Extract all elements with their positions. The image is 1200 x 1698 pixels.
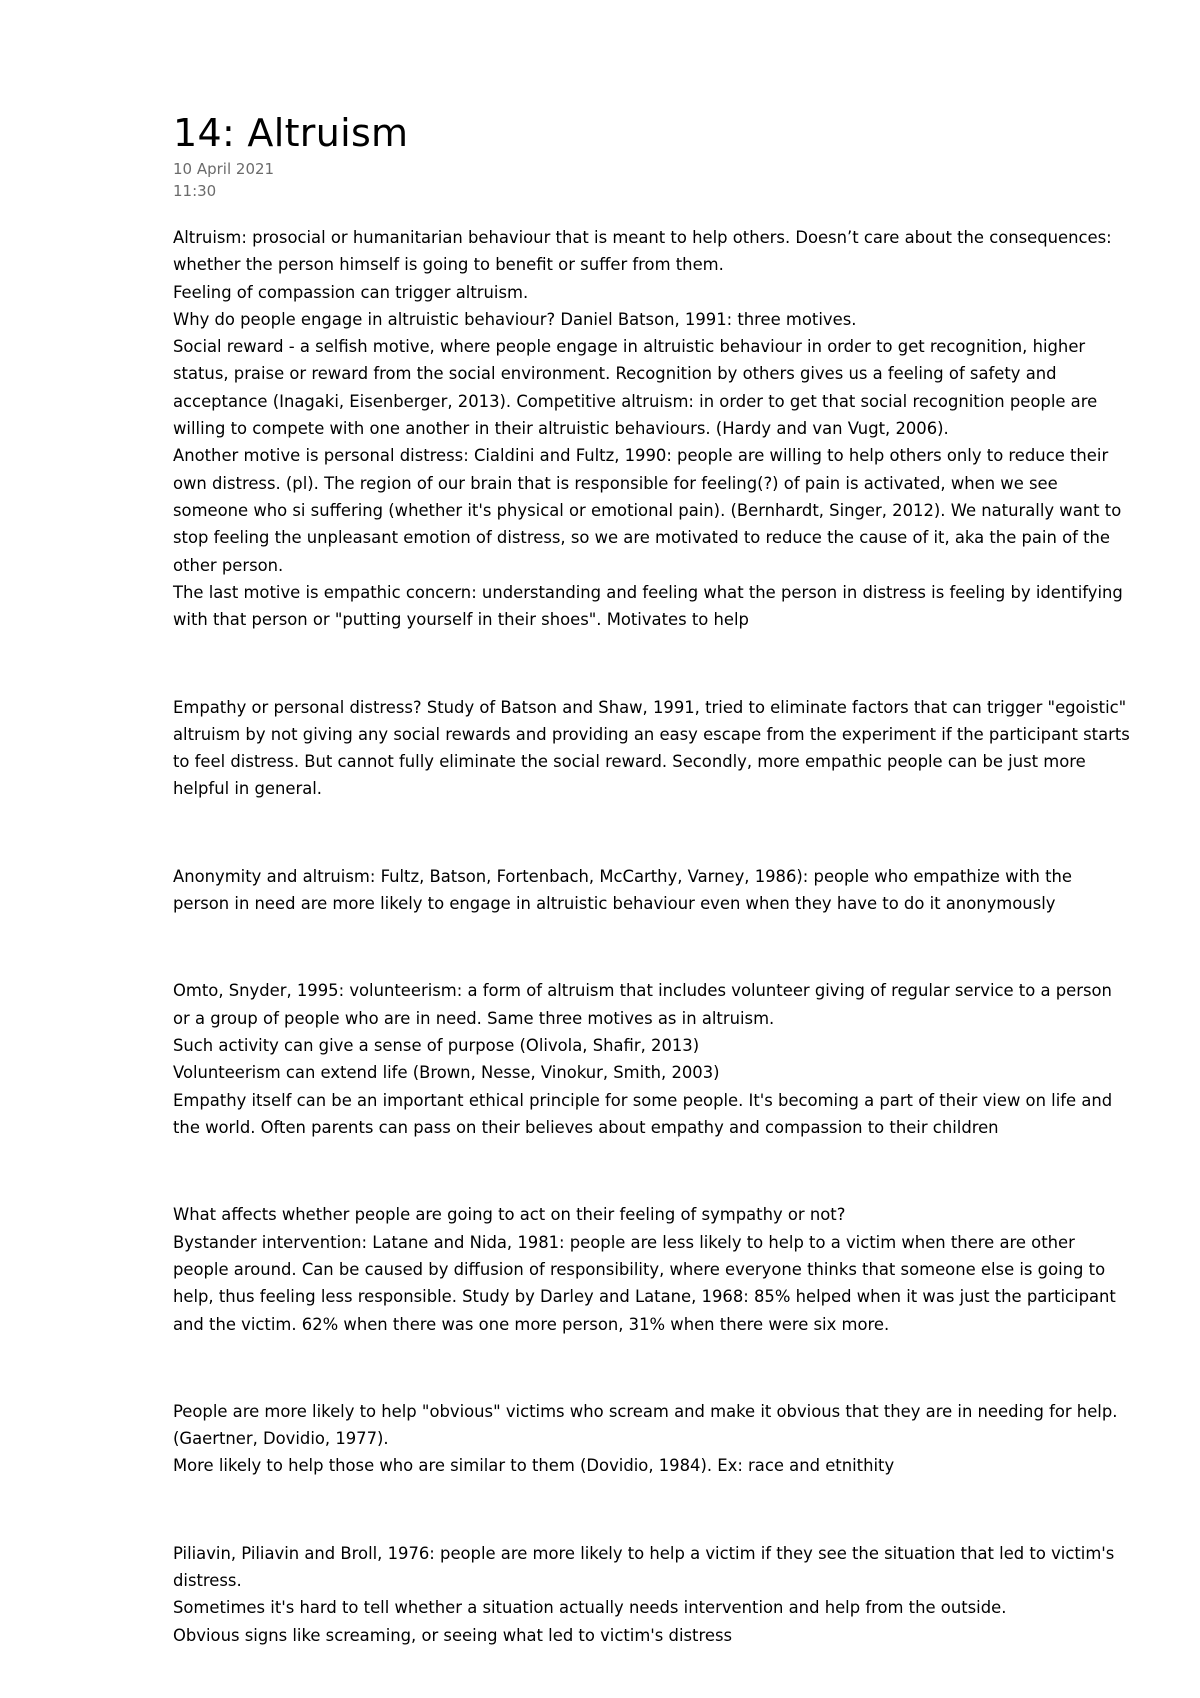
page-title: 14: Altruism	[173, 111, 409, 155]
paragraph-gap	[173, 1496, 1133, 1523]
paragraph: People are more likely to help "obvious" victims who scream and make it obvious that they are in needing for help. (Gaertner, Dovidio, 1977).	[173, 1401, 1118, 1449]
paragraph: Another motive is personal distress: Cialdini and Fultz, 1990: people are willing to help others only to reduce their own distress. (pl). The region of our brain that is responsible for feeling(?) of pain is activated, when we see someone who si suffering (whether it's physical or emotional pain). (Bernhardt, Singer, 2012). We naturally want to stop feeling the unpleasant emotion of distress, so we are motivated to reduce the cause of it, aka the pain of the other person.	[173, 446, 1122, 575]
paragraph-gap	[173, 934, 1133, 961]
paragraph: Obvious signs like screaming, or seeing what led to victim's distress	[173, 1625, 733, 1645]
note-page	[173, 108, 1133, 1649]
paragraph: Altruism: prosocial or humanitarian behaviour that is meant to help others. Doesn’t care about the consequences: whether the person himself is going to benefit or suffer from them.	[173, 228, 1112, 275]
paragraph-gap	[173, 1158, 1133, 1185]
paragraph: Bystander intervention: Latane and Nida, 1981: people are less likely to help to a victim when there are other people around. Can be caused by diffusion of responsibility, where everyone thinks that someone else is going to help, thus feeling less responsible. Study by Darley and Latane, 1968: 85% helped when it was just the participant and the victim. 62% when there was one more person, 31% when there were six more.	[173, 1232, 1116, 1334]
note-time: 11:30	[173, 182, 217, 200]
note-body	[173, 224, 1133, 1649]
paragraph: More likely to help those who are similar to them (Dovidio, 1984). Ex: race and etnithity	[173, 1456, 895, 1476]
note-date: 10 April 2021	[173, 160, 275, 178]
paragraph: Piliavin, Piliavin and Broll, 1976: people are more likely to help a victim if they see the situation that led to victim's distress.	[173, 1543, 1115, 1591]
paragraph: Anonymity and altruism: Fultz, Batson, Fortenbach, McCarthy, Varney, 1986): people who empathize with the person in need are more likely to engage in altruistic behaviour even when they have to do it anonymously	[173, 866, 1072, 914]
paragraph: Empathy itself can be an important ethical principle for some people. It's becoming a part of their view on life and the world. Often parents can pass on their believes about empathy and compassion to their children	[173, 1090, 1113, 1137]
paragraph: Empathy or personal distress? Study of Batson and Shaw, 1991, tried to eliminate factors that can trigger "egoistic" altruism by not giving any social rewards and providing an easy escape from the experiment if the participant starts to feel distress. But cannot fully eliminate the social reward. Secondly, more empathic people can be just more helpful in general.	[173, 697, 1130, 799]
paragraph: Omto, Snyder, 1995: volunteerism: a form of altruism that includes volunteer giving of regular service to a person or a group of people who are in need. Same three motives as in altruism.	[173, 981, 1112, 1028]
paragraph-gap	[173, 1354, 1133, 1381]
paragraph-gap	[173, 819, 1133, 846]
paragraph: Feeling of compassion can trigger altruism.	[173, 282, 529, 302]
paragraph-gap	[173, 650, 1133, 677]
paragraph: Social reward - a selfish motive, where people engage in altruistic behaviour in order to get recognition, higher status, praise or reward from the social environment. Recognition by others gives us a feeling of safety and acceptance (Inagaki, Eisenberger, 2013). Competitive altruism: in order to get that social recognition people are willing to compete with one another in their altruistic behaviours. (Hardy and van Vugt, 2006).	[173, 337, 1098, 439]
paragraph: Why do people engage in altruistic behaviour? Daniel Batson, 1991: three motives.	[173, 309, 857, 329]
paragraph: Such activity can give a sense of purpose (Olivola, Shafir, 2013)	[173, 1036, 700, 1056]
paragraph: Volunteerism can extend life (Brown, Nesse, Vinokur, Smith, 2003)	[173, 1063, 720, 1083]
paragraph: Sometimes it's hard to tell whether a situation actually needs intervention and help from the outside.	[173, 1598, 1007, 1618]
paragraph: What affects whether people are going to act on their feeling of sympathy or not?	[173, 1205, 846, 1225]
paragraph: The last motive is empathic concern: understanding and feeling what the person in distress is feeling by identifying with that person or "putting yourself in their shoes". Motivates to help	[173, 582, 1123, 630]
